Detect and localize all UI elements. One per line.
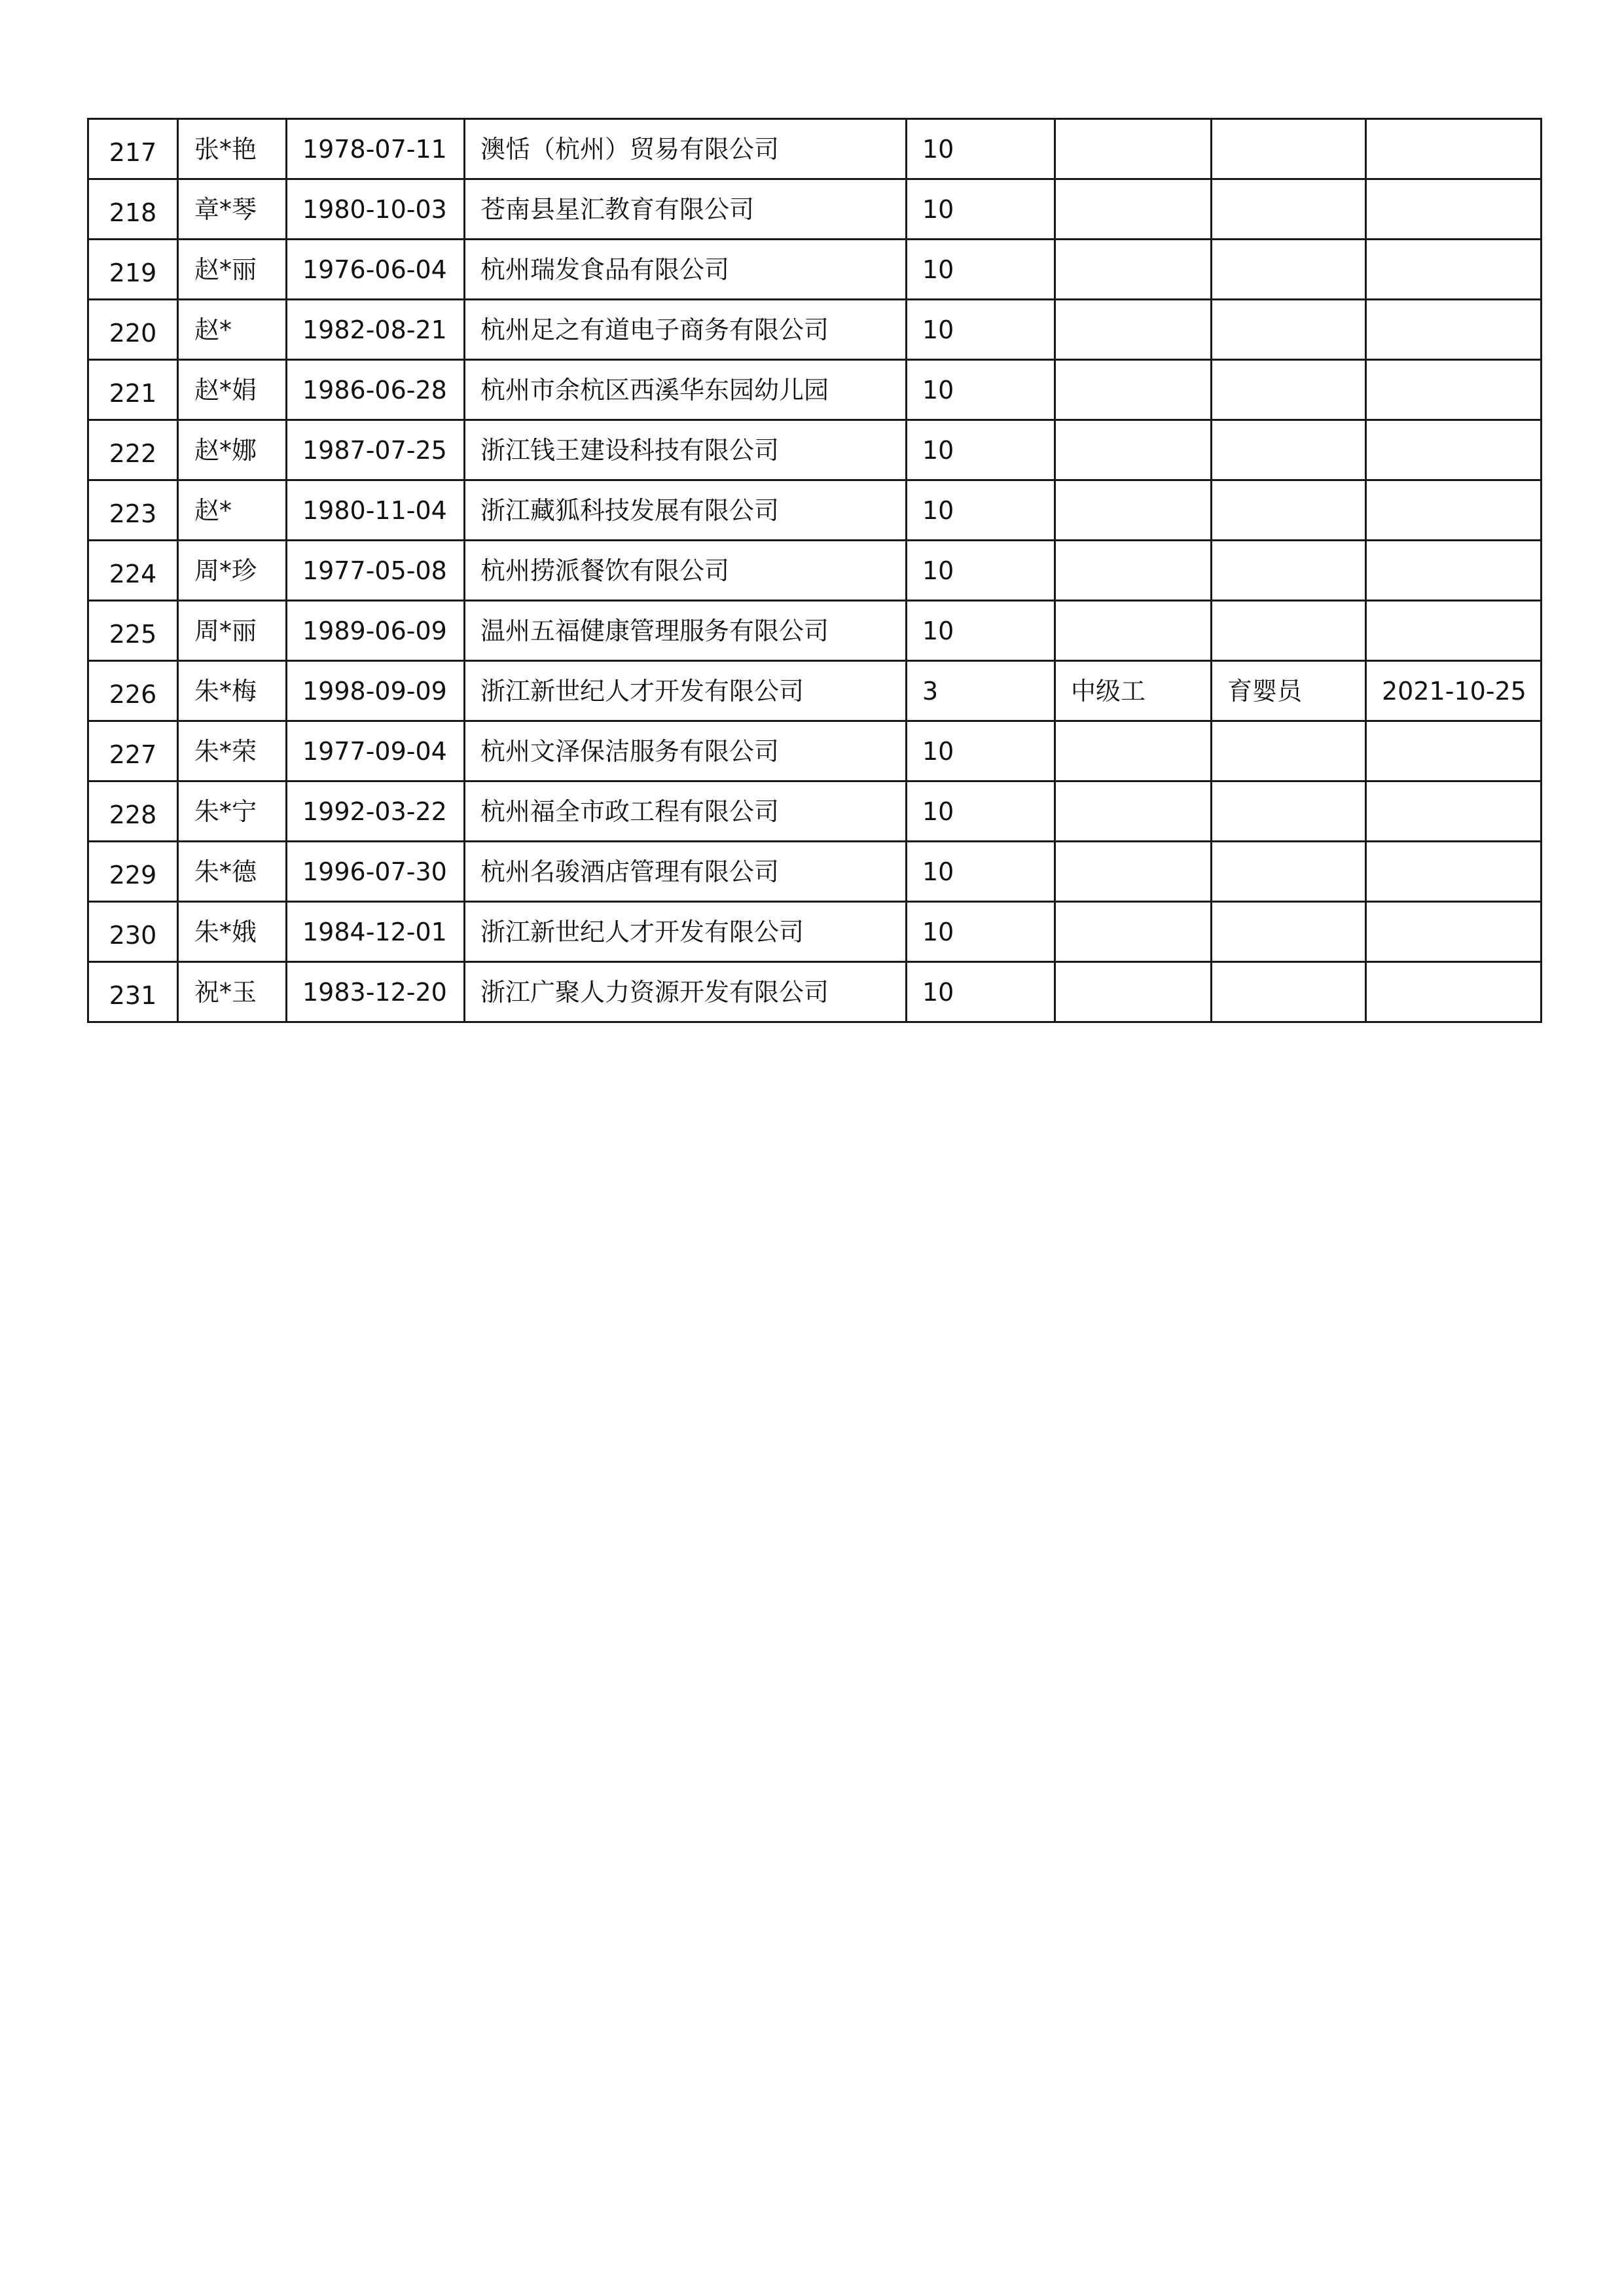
level-cell: [1055, 360, 1212, 420]
value-cell: 10: [907, 781, 1055, 842]
name-cell: 赵*: [178, 300, 287, 360]
date-cell: [1366, 480, 1542, 541]
company-cell: 温州五福健康管理服务有限公司: [465, 601, 907, 661]
row-number-cell: 218: [88, 179, 178, 240]
occupation-cell: [1212, 541, 1366, 601]
company-cell: 杭州市余杭区西溪华东园幼儿园: [465, 360, 907, 420]
name-cell: 赵*娜: [178, 420, 287, 480]
level-cell: [1055, 300, 1212, 360]
table-row: [88, 119, 1542, 179]
row-number-cell: 221: [88, 360, 178, 420]
value-cell: 10: [907, 420, 1055, 480]
company-cell: 浙江藏狐科技发展有限公司: [465, 480, 907, 541]
date-cell: [1366, 179, 1542, 240]
level-cell: [1055, 119, 1212, 179]
birth-date-cell: 1992-03-22: [287, 781, 465, 842]
value-cell: 10: [907, 240, 1055, 300]
company-cell: 杭州瑞发食品有限公司: [465, 240, 907, 300]
date-cell: [1366, 541, 1542, 601]
occupation-cell: [1212, 420, 1366, 480]
name-cell: 赵*: [178, 480, 287, 541]
birth-date-cell: 1996-07-30: [287, 842, 465, 902]
occupation-cell: [1212, 721, 1366, 781]
company-cell: 浙江新世纪人才开发有限公司: [465, 661, 907, 721]
table-row: [88, 179, 1542, 240]
value-cell: 10: [907, 480, 1055, 541]
value-cell: 10: [907, 119, 1055, 179]
row-number-cell: 219: [88, 240, 178, 300]
value-cell: 10: [907, 902, 1055, 962]
table-row: [88, 661, 1542, 721]
value-cell: 10: [907, 842, 1055, 902]
occupation-cell: 育婴员: [1212, 661, 1366, 721]
table-row: [88, 962, 1542, 1022]
birth-date-cell: 1982-08-21: [287, 300, 465, 360]
value-cell: 10: [907, 360, 1055, 420]
company-cell: 杭州文泽保洁服务有限公司: [465, 721, 907, 781]
occupation-cell: [1212, 962, 1366, 1022]
level-cell: [1055, 962, 1212, 1022]
level-cell: [1055, 240, 1212, 300]
company-cell: 杭州名骏酒店管理有限公司: [465, 842, 907, 902]
level-cell: [1055, 721, 1212, 781]
level-cell: [1055, 601, 1212, 661]
row-number-cell: 220: [88, 300, 178, 360]
birth-date-cell: 1976-06-04: [287, 240, 465, 300]
date-cell: [1366, 240, 1542, 300]
table-row: [88, 902, 1542, 962]
birth-date-cell: 1980-10-03: [287, 179, 465, 240]
date-cell: [1366, 842, 1542, 902]
date-cell: [1366, 721, 1542, 781]
date-cell: [1366, 360, 1542, 420]
occupation-cell: [1212, 119, 1366, 179]
birth-date-cell: 1978-07-11: [287, 119, 465, 179]
birth-date-cell: 1977-09-04: [287, 721, 465, 781]
name-cell: 周*丽: [178, 601, 287, 661]
name-cell: 朱*娥: [178, 902, 287, 962]
birth-date-cell: 1989-06-09: [287, 601, 465, 661]
occupation-cell: [1212, 240, 1366, 300]
company-cell: 浙江新世纪人才开发有限公司: [465, 902, 907, 962]
value-cell: 10: [907, 300, 1055, 360]
row-number-cell: 222: [88, 420, 178, 480]
level-cell: [1055, 480, 1212, 541]
birth-date-cell: 1987-07-25: [287, 420, 465, 480]
name-cell: 朱*宁: [178, 781, 287, 842]
row-number-cell: 224: [88, 541, 178, 601]
value-cell: 10: [907, 962, 1055, 1022]
occupation-cell: [1212, 360, 1366, 420]
row-number-cell: 231: [88, 962, 178, 1022]
birth-date-cell: 1998-09-09: [287, 661, 465, 721]
date-cell: [1366, 962, 1542, 1022]
row-number-cell: 226: [88, 661, 178, 721]
level-cell: [1055, 842, 1212, 902]
table-row: [88, 781, 1542, 842]
table-row: [88, 240, 1542, 300]
birth-date-cell: 1977-05-08: [287, 541, 465, 601]
row-number-cell: 225: [88, 601, 178, 661]
row-number-cell: 230: [88, 902, 178, 962]
level-cell: [1055, 541, 1212, 601]
birth-date-cell: 1983-12-20: [287, 962, 465, 1022]
roster-table: [87, 118, 1542, 1023]
table-row: [88, 721, 1542, 781]
company-cell: 杭州福全市政工程有限公司: [465, 781, 907, 842]
table-row: [88, 601, 1542, 661]
date-cell: [1366, 119, 1542, 179]
birth-date-cell: 1984-12-01: [287, 902, 465, 962]
level-cell: [1055, 781, 1212, 842]
row-number-cell: 223: [88, 480, 178, 541]
occupation-cell: [1212, 601, 1366, 661]
occupation-cell: [1212, 781, 1366, 842]
date-cell: [1366, 300, 1542, 360]
company-cell: 苍南县星汇教育有限公司: [465, 179, 907, 240]
table-row: [88, 480, 1542, 541]
date-cell: 2021-10-25: [1366, 661, 1542, 721]
company-cell: 杭州捞派餐饮有限公司: [465, 541, 907, 601]
value-cell: 10: [907, 721, 1055, 781]
value-cell: 10: [907, 601, 1055, 661]
name-cell: 周*珍: [178, 541, 287, 601]
name-cell: 张*艳: [178, 119, 287, 179]
level-cell: [1055, 179, 1212, 240]
name-cell: 朱*德: [178, 842, 287, 902]
birth-date-cell: 1986-06-28: [287, 360, 465, 420]
company-cell: 浙江广聚人力资源开发有限公司: [465, 962, 907, 1022]
table-row: [88, 300, 1542, 360]
company-cell: 杭州足之有道电子商务有限公司: [465, 300, 907, 360]
row-number-cell: 217: [88, 119, 178, 179]
row-number-cell: 228: [88, 781, 178, 842]
occupation-cell: [1212, 179, 1366, 240]
value-cell: 10: [907, 179, 1055, 240]
name-cell: 章*琴: [178, 179, 287, 240]
occupation-cell: [1212, 300, 1366, 360]
row-number-cell: 229: [88, 842, 178, 902]
value-cell: 3: [907, 661, 1055, 721]
level-cell: 中级工: [1055, 661, 1212, 721]
name-cell: 朱*梅: [178, 661, 287, 721]
table-row: [88, 541, 1542, 601]
row-number-cell: 227: [88, 721, 178, 781]
name-cell: 祝*玉: [178, 962, 287, 1022]
level-cell: [1055, 420, 1212, 480]
table-row: [88, 420, 1542, 480]
table-row: [88, 842, 1542, 902]
birth-date-cell: 1980-11-04: [287, 480, 465, 541]
table-row: [88, 360, 1542, 420]
date-cell: [1366, 902, 1542, 962]
level-cell: [1055, 902, 1212, 962]
occupation-cell: [1212, 842, 1366, 902]
name-cell: 朱*荣: [178, 721, 287, 781]
date-cell: [1366, 781, 1542, 842]
occupation-cell: [1212, 480, 1366, 541]
date-cell: [1366, 420, 1542, 480]
value-cell: 10: [907, 541, 1055, 601]
name-cell: 赵*娟: [178, 360, 287, 420]
company-cell: 澳恬（杭州）贸易有限公司: [465, 119, 907, 179]
date-cell: [1366, 601, 1542, 661]
roster-table-body: [88, 119, 1542, 1022]
occupation-cell: [1212, 902, 1366, 962]
company-cell: 浙江钱王建设科技有限公司: [465, 420, 907, 480]
name-cell: 赵*丽: [178, 240, 287, 300]
